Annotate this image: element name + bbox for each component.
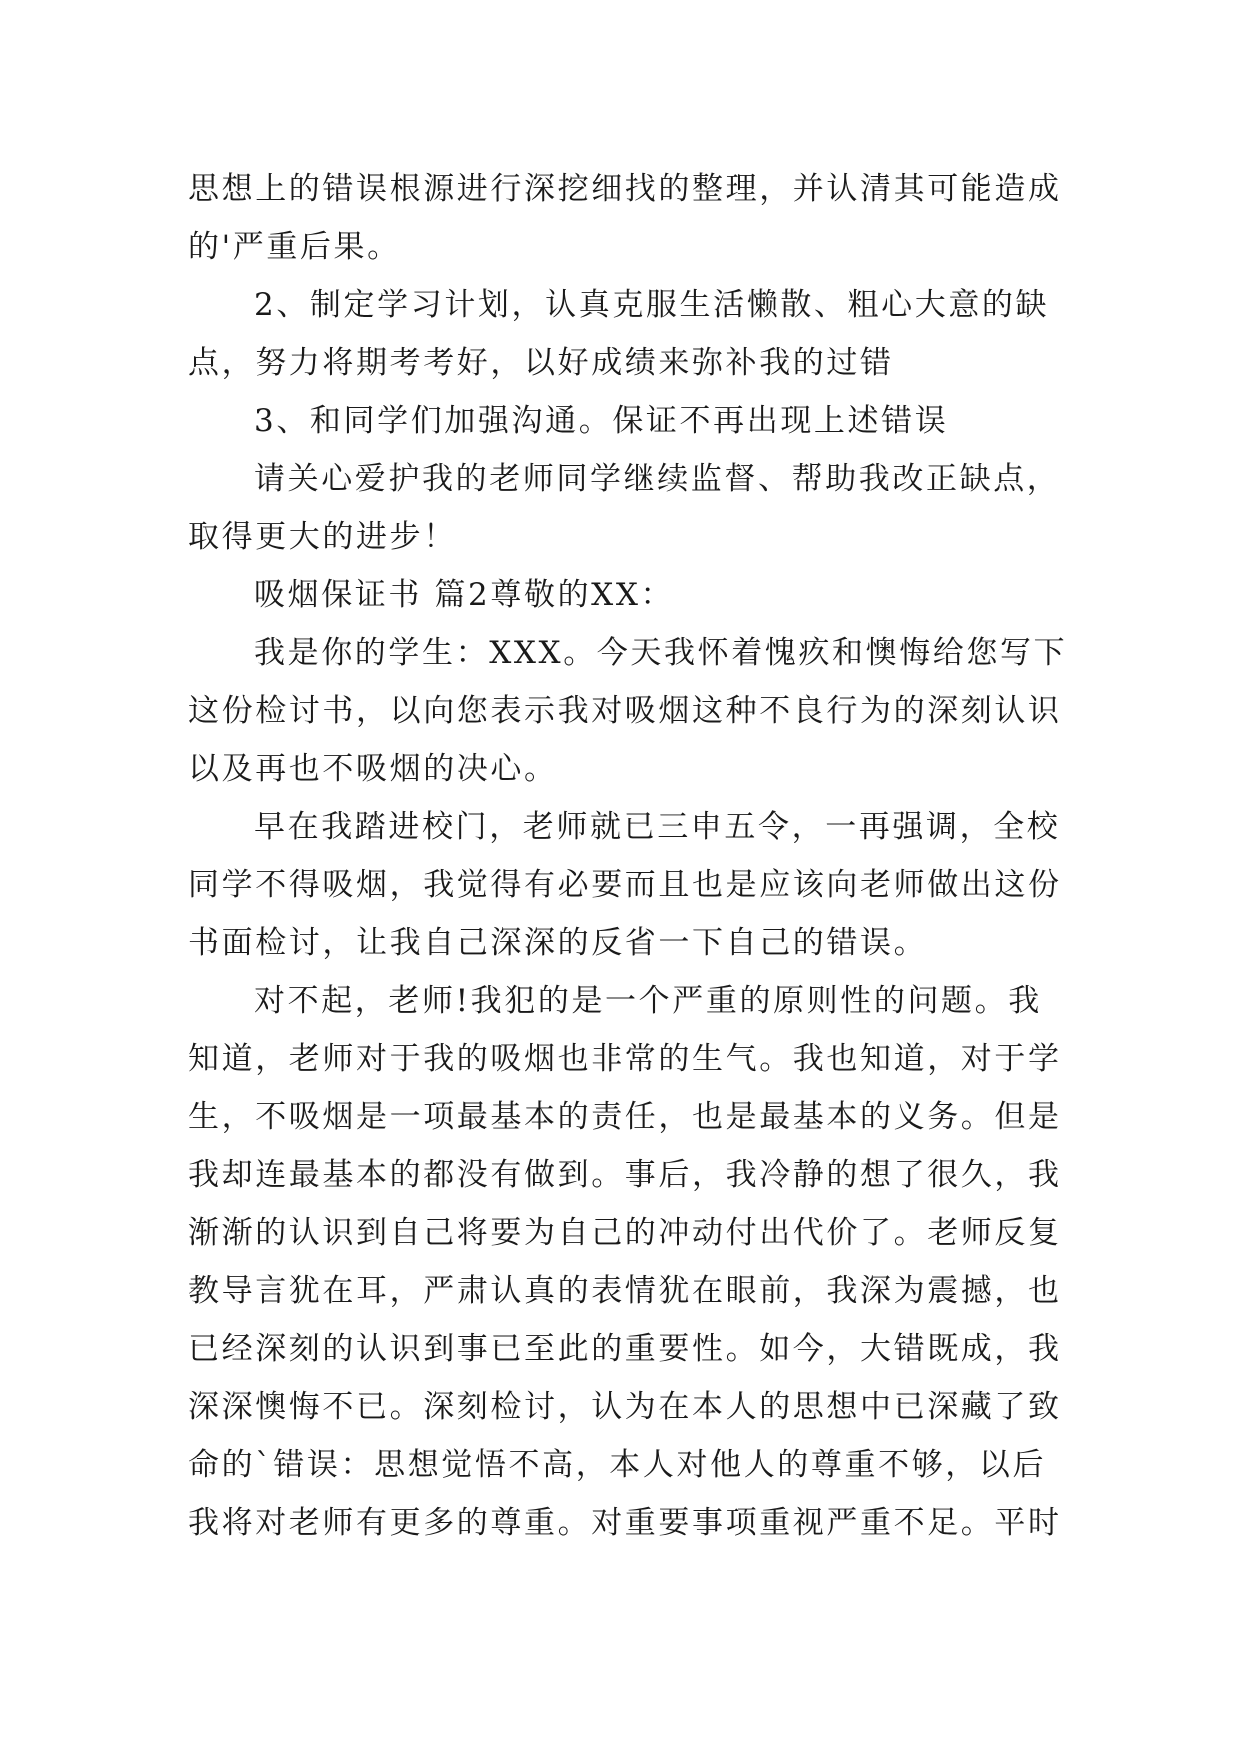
text-line: 书面检讨，让我自己深深的反省一下自己的错误。 [188, 925, 928, 961]
text-line: 渐渐的认识到自己将要为自己的冲动付出代价了。老师反复 [188, 1215, 1062, 1251]
text-line: 我将对老师有更多的尊重。对重要事项重视严重不足。平时 [188, 1505, 1062, 1541]
text-line: 知道，老师对于我的吸烟也非常的生气。我也知道，对于学 [188, 1041, 1062, 1077]
text-line: 深深懊悔不已。深刻检讨，认为在本人的思想中已深藏了致 [188, 1389, 1062, 1425]
text-line: 生，不吸烟是一项最基本的责任，也是最基本的义务。但是 [188, 1099, 1062, 1135]
text-line: 思想上的错误根源进行深挖细找的整理，并认清其可能造成 [188, 171, 1062, 207]
text-line: 以及再也不吸烟的决心。 [188, 751, 558, 787]
text-line: 3、和同学们加强沟通。保证不再出现上述错误 [254, 403, 949, 439]
text-line: 命的`错误：思想觉悟不高，本人对他人的尊重不够，以后 [188, 1447, 1047, 1483]
text-line: 教导言犹在耳，严肃认真的表情犹在眼前，我深为震撼，也 [188, 1273, 1062, 1309]
text-line: 2、制定学习计划，认真克服生活懒散、粗心大意的缺 [254, 287, 1050, 323]
text-line: 取得更大的进步！ [188, 519, 457, 555]
text-line: 已经深刻的认识到事已至此的重要性。如今，大错既成，我 [188, 1331, 1062, 1367]
text-line: 同学不得吸烟，我觉得有必要而且也是应该向老师做出这份 [188, 867, 1062, 903]
text-line: 请关心爱护我的老师同学继续监督、帮助我改正缺点， [254, 461, 1061, 497]
text-line: 的'严重后果。 [188, 229, 401, 265]
text-line: 早在我踏进校门，老师就已三申五令，一再强调，全校 [254, 809, 1061, 845]
document-body [188, 160, 1068, 1552]
text-line: 我是你的学生：XXX。今天我怀着愧疚和懊悔给您写下 [254, 635, 1068, 671]
text-line: 我却连最基本的都没有做到。事后，我冷静的想了很久，我 [188, 1157, 1062, 1193]
text-line: 点，努力将期考考好，以好成绩来弥补我的过错 [188, 345, 894, 381]
text-line: 对不起，老师!我犯的是一个严重的原则性的问题。我 [254, 983, 1042, 1019]
section-heading: 吸烟保证书 篇2尊敬的XX： [254, 577, 675, 613]
text-line: 这份检讨书，以向您表示我对吸烟这种不良行为的深刻认识 [188, 693, 1062, 729]
